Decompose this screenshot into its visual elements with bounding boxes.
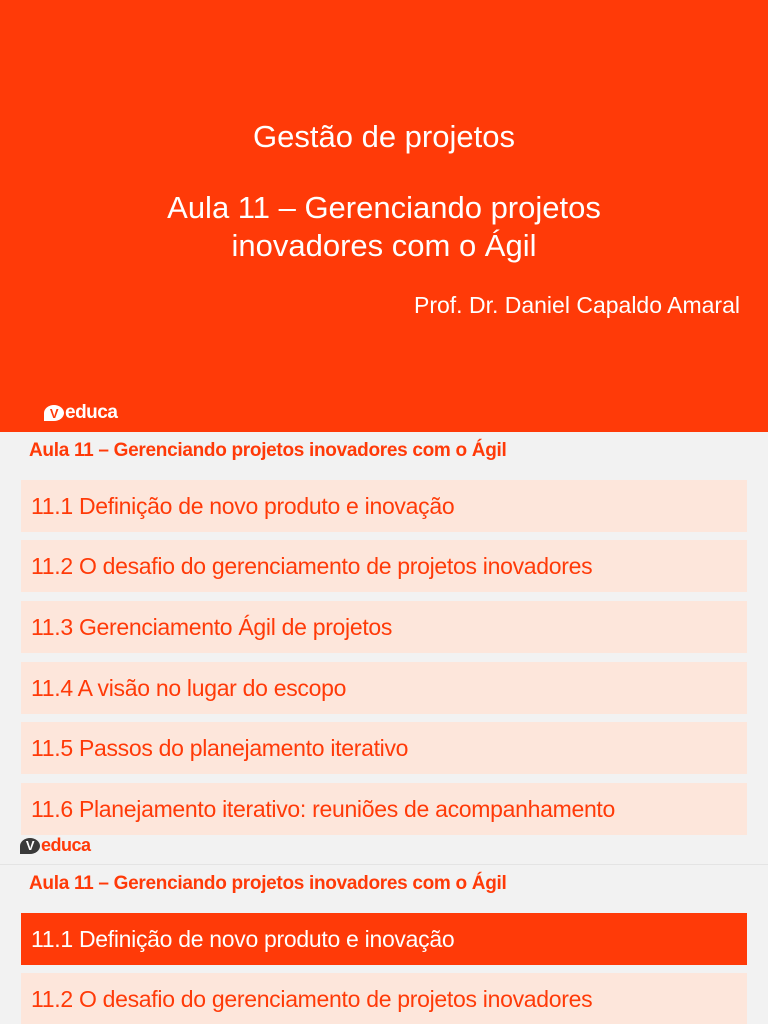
agenda-heading: Aula 11 – Gerenciando projetos inovadores com o Ágil xyxy=(29,873,507,894)
veduca-logo xyxy=(44,402,117,424)
agenda-item-11-5: 11.5 Passos do planejamento iterativo xyxy=(21,722,747,774)
veduca-logo-text: educa xyxy=(65,402,118,423)
veduca-logo-dark xyxy=(20,835,91,856)
lesson-title-line-1: Aula 11 – Gerenciando projetos xyxy=(167,190,601,225)
author-name: Prof. Dr. Daniel Capaldo Amaral xyxy=(414,292,740,318)
agenda-item-11-3: 11.3 Gerenciamento Ágil de projetos xyxy=(21,601,747,653)
veduca-logo-text: educa xyxy=(41,835,91,855)
agenda-slide xyxy=(0,432,768,838)
agenda-item-11-6: 11.6 Planejamento iterativo: reuniões de acompanhamento xyxy=(21,783,747,835)
agenda-item-11-2: 11.2 O desafio do gerenciamento de projetos inovadores xyxy=(21,973,747,1024)
veduca-logo-mark-icon: V xyxy=(20,838,40,854)
veduca-logo-mark-icon: V xyxy=(44,405,64,421)
lesson-title-line-2: inovadores com o Ágil xyxy=(231,228,537,263)
agenda-item-11-1-active: 11.1 Definição de novo produto e inovação xyxy=(21,913,747,965)
agenda-item-11-1: 11.1 Definição de novo produto e inovação xyxy=(21,480,747,532)
course-title: Gestão de projetos xyxy=(253,119,515,154)
agenda-item-11-4: 11.4 A visão no lugar do escopo xyxy=(21,662,747,714)
agenda-slide-highlighted xyxy=(0,864,768,1024)
agenda-heading: Aula 11 – Gerenciando projetos inovadores com o Ágil xyxy=(29,440,507,461)
agenda-item-11-2: 11.2 O desafio do gerenciamento de projetos inovadores xyxy=(21,540,747,592)
title-slide xyxy=(0,0,768,432)
lesson-title xyxy=(0,189,768,265)
